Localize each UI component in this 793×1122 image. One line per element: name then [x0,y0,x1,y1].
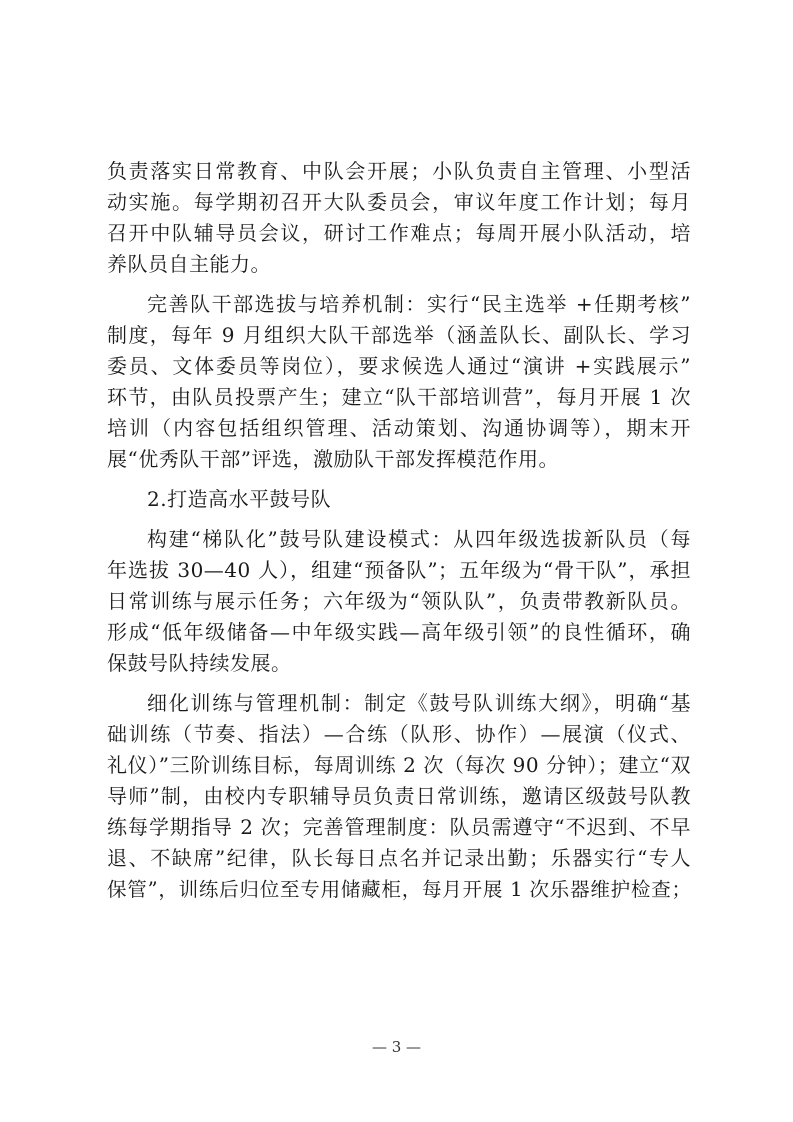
paragraph [107,524,691,679]
text-line: 展“优秀队干部”评选，激励队干部发挥模范作用。 [107,447,559,471]
heading-text: 2.打造高水平鼓号队 [147,487,332,511]
text-line: 负责落实日常教育、中队会开展；小队负责自主管理、小型活 [107,159,691,183]
text-line: 形成“低年级储备—中年级实践—高年级引领”的良性循环，确 [107,620,691,644]
text-line: 退、不缺席”纪律，队长每日点名并记录出勤；乐器实行“专人 [107,846,691,870]
text-line: 日常训练与展示任务；六年级为“领队队”，负责带教新队员。 [107,589,691,613]
text-line: 礼仪）”三阶训练目标，每周训练 2 次（每次 90 分钟）；建立“双 [107,753,691,777]
text-line: 导师”制，由校内专职辅导员负责日常训练，邀请区级鼓号队教 [107,784,691,808]
paragraph [107,289,691,475]
text-line: 保鼓号队持续发展。 [107,651,292,675]
text-line: 完善队干部选拔与培养机制：实行“民主选举 +任期考核” [147,292,691,316]
text-line: 培训（内容包括组织管理、活动策划、沟通协调等），期末开 [107,416,691,440]
section-heading [107,484,691,515]
document-body [107,156,691,905]
paragraph [107,688,691,905]
text-line: 细化训练与管理机制：制定《鼓号队训练大纲》，明确“基 [147,691,691,715]
page-number: — 3 — [371,1038,422,1056]
text-line: 年选拔 30—40 人），组建“预备队”；五年级为“骨干队”，承担 [107,558,691,582]
text-line: 构建“梯队化”鼓号队建设模式：从四年级选拔新队员（每 [147,527,691,551]
text-line: 练每学期指导 2 次；完善管理制度：队员需遵守“不迟到、不早 [107,815,691,839]
text-line: 召开中队辅导员会议，研讨工作难点；每周开展小队活动，培 [107,221,691,245]
paragraph [107,156,691,280]
text-line: 础训练（节奏、指法）—合练（队形、协作）—展演（仪式、 [107,722,691,746]
text-line: 保管”，训练后归位至专用储藏柜，每月开展 1 次乐器维护检查； [107,878,691,901]
text-line: 养队员自主能力。 [107,252,271,276]
text-line: 制度，每年 9 月组织大队干部选举（涵盖队长、副队长、学习 [107,323,691,347]
text-line: 环节，由队员投票产生；建立“队干部培训营”，每月开展 1 次 [107,385,691,409]
text-line: 委员、文体委员等岗位），要求候选人通过“演讲 +实践展示” [107,354,691,378]
text-line: 动实施。每学期初召开大队委员会，审议年度工作计划；每月 [107,190,691,214]
